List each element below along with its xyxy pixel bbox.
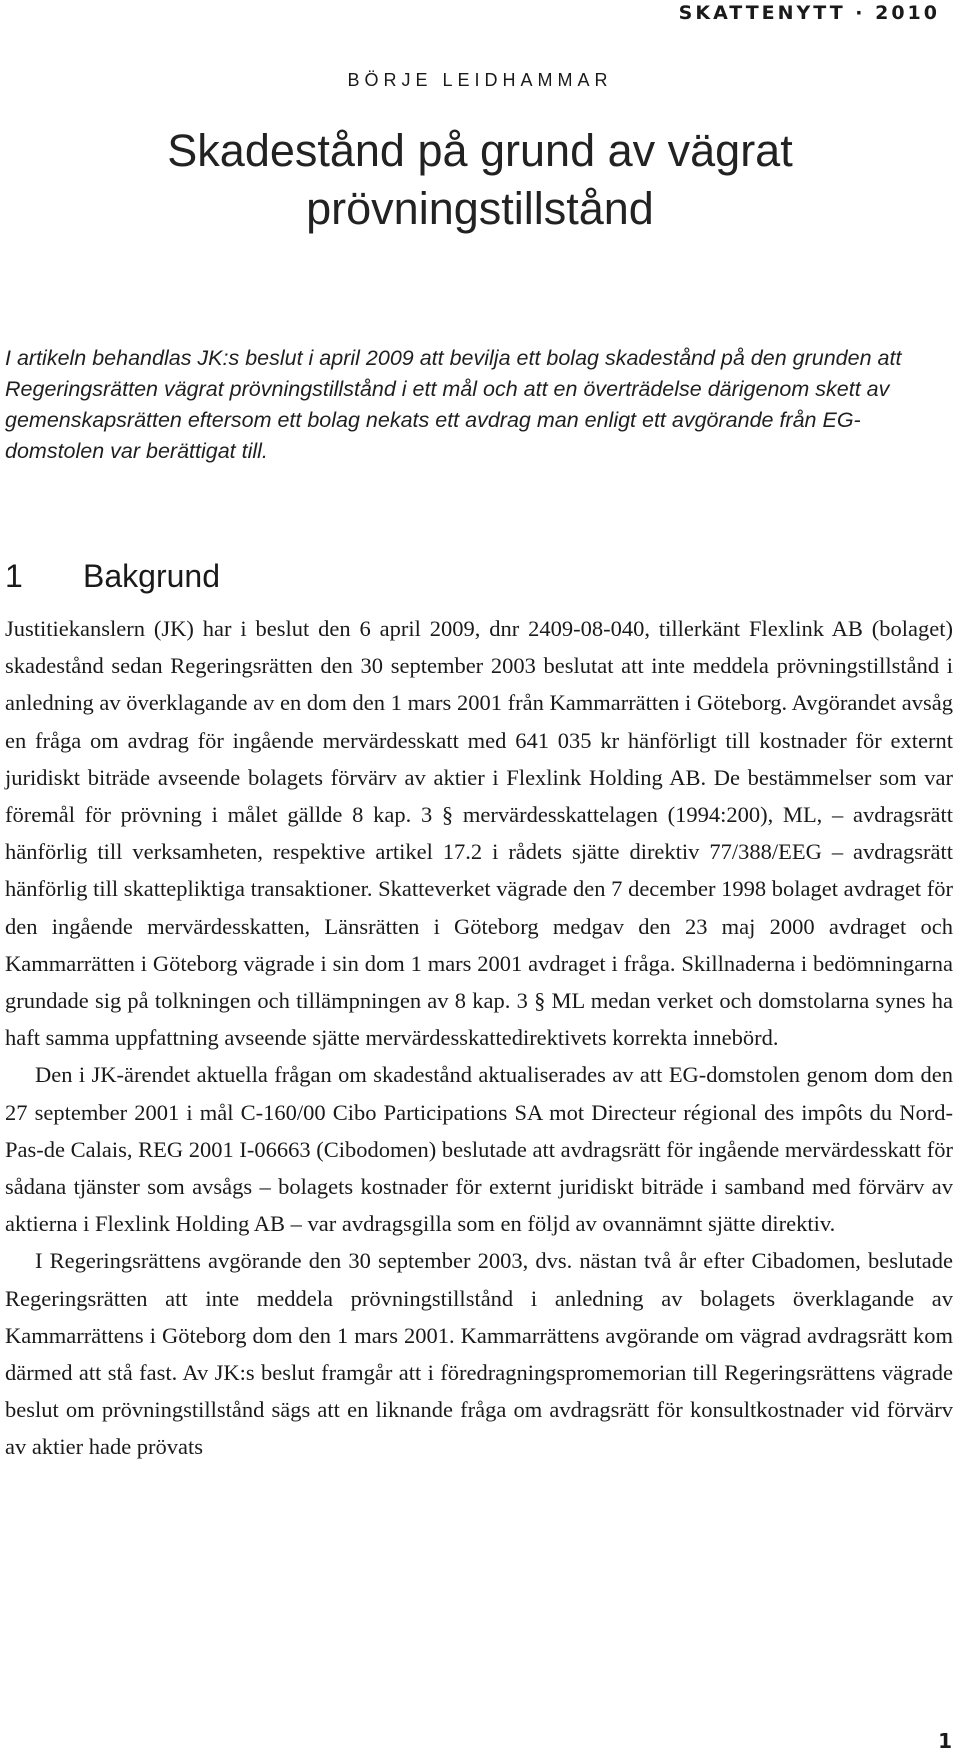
- article-title: [0, 122, 960, 238]
- section-title: Bakgrund: [83, 558, 220, 594]
- section-number: 1: [5, 558, 23, 594]
- body-paragraph: I Regeringsrättens avgörande den 30 september 2003, dvs. nästan två år efter Cibadomen, beslutade Regeringsrätten att inte meddela prövningstillstånd i anledning av bolagets överklagande av Kammarrättens i Göteborg dom den 1 mars 2001. Kammarrättens avgörande om vägrad avdragsrätt kom därmed att stå fast. Av JK:s beslut framgår att i föredragningspromemorian till Regeringsrättens vägrade beslut om prövningstillstånd sägs att en liknande fråga om avdragsrätt för konsultkostnader vid förvärv av aktier hade prövats: [5, 1248, 953, 1460]
- running-head: SKATTENYTT · 2010: [678, 2, 940, 24]
- article-title-line-1: Skadestånd på grund av vägrat: [167, 125, 793, 176]
- body-paragraph: Den i JK-ärendet aktuella frågan om skadestånd aktualiserades av att EG-domstolen genom dom den 27 september 2001 i mål C-160/00 Cibo Participations SA mot Directeur régional des impôts du Nord-Pas-de Calais, REG 2001 I-06663 (Cibodomen) beslutade att avdragsrätt för ingående mervärdesskatt för sådana tjänster som avsågs – bolagets kostnader för externt juridiskt biträde i samband med förvärv av aktierna i Flexlink Holding AB – var avdragsgilla som en följd av ovannämnt sjätte direktiv.: [5, 1062, 953, 1237]
- body-text: [5, 610, 953, 1466]
- page-number: 1: [938, 1729, 952, 1753]
- abstract: I artikeln behandlas JK:s beslut i april 2009 att bevilja ett bolag skadestånd på den grunden att Regeringsrätten vägrat prövningstillstånd i ett mål och att en överträdelse därigenom skett av gemenskapsrätten eftersom ett bolag nekats ett avdrag man enligt ett avgörande från EG-domstolen var berättigat till.: [5, 346, 902, 463]
- section-heading: [5, 556, 220, 596]
- author-name: BÖRJE LEIDHAMMAR: [347, 70, 613, 90]
- article-title-line-2: prövningstillstånd: [306, 183, 654, 234]
- body-paragraph: Justitiekanslern (JK) har i beslut den 6 april 2009, dnr 2409-08-040, tillerkänt Flexlink AB (bolaget) skadestånd sedan Regeringsrätten den 30 september 2003 beslutat att inte meddela prövningstillstånd i anledning av överklagande av en dom den 1 mars 2001 från Kammarrätten i Göteborg. Avgörandet avsåg en fråga om avdrag för ingående mervärdesskatt med 641 035 kr hänförligt till kostnader för externt juridiskt biträde avseende bolagets förvärv av aktier i Flexlink Holding AB. De bestämmelser som var föremål för prövning i målet gällde 8 kap. 3 § mervärdesskattelagen (1994:200), ML, – avdragsrätt hänförlig till verksamheten, respektive artikel 17.2 i rådets sjätte direktiv 77/388/EEG – avdragsrätt hänförlig till skattepliktiga transaktioner. Skatteverket vägrade den 7 december 1998 bolaget avdraget för den ingående mervärdesskatten, Länsrätten i Göteborg medgav den 23 maj 2000 avdraget och Kammarrätten i Göteborg vägrade i sin dom 1 mars 2001 avdraget i fråga. Skillnaderna i bedömningarna grundade sig på tolkningen och tillämpningen av 8 kap. 3 § ML medan verket och domstolarna synes ha haft samma uppfattning avseende sjätte mervärdesskattedirektivets korrekta innebörd.: [5, 616, 953, 1051]
